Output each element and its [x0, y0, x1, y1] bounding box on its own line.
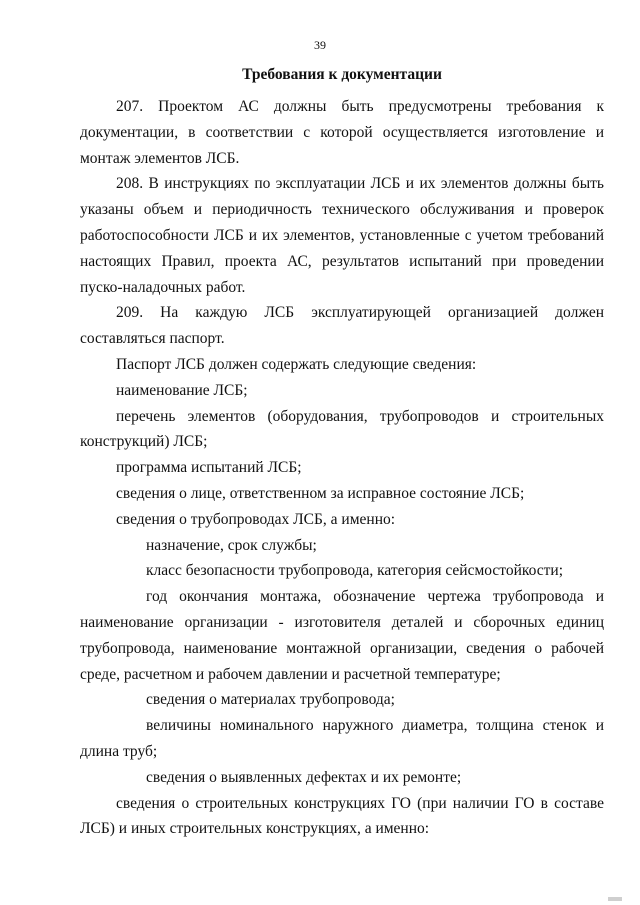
paragraph-207: 207. Проектом АС должны быть предусмотрены требования к документации, в соответствии с которой осуществляется изготовление и монтаж элементов ЛСБ. [80, 98, 604, 167]
list-item: перечень элементов (оборудования, трубопроводов и строительных конструкций) ЛСБ; [80, 407, 604, 451]
sub-list-item: величины номинального наружного диаметра, толщина стенок и длина труб; [80, 717, 604, 760]
sub-list-item: сведения о выявленных дефектах и их ремонте; [146, 768, 462, 786]
sub-list-item: год окончания монтажа, обозначение чертежа трубопровода и наименование организации - изготовителя деталей и сборочных единиц трубопровода, наименование монтажной организации, сведения о рабочей среде, расчетном и рабочем давлении и расчетной температуре; [80, 588, 604, 683]
list-item: программа испытаний ЛСБ; [116, 459, 302, 477]
paragraph-208: 208. В инструкциях по эксплуатации ЛСБ и их элементов должны быть указаны объем и периодичность технического обслуживания и проверок работоспособности ЛСБ и их элементов, установленные с учетом требований настоящих Правил, проекта АС, результатов испытаний при проведении пуско-наладочных работ. [80, 175, 604, 296]
passport-intro: Паспорт ЛСБ должен содержать следующие сведения: [116, 355, 477, 373]
sub-list-item: назначение, срок службы; [146, 536, 317, 554]
section-heading: Требования к документации [242, 66, 442, 83]
list-item: сведения о лице, ответственном за исправное состояние ЛСБ; [116, 484, 525, 502]
sub-list-item: класс безопасности трубопровода, категория сейсмостойкости; [146, 562, 564, 580]
paragraph-209: 209. На каждую ЛСБ эксплуатирующей организацией должен составляться паспорт. [80, 304, 604, 348]
sub-list-item: сведения о материалах трубопровода; [146, 691, 395, 709]
document-body [80, 94, 604, 842]
scan-mark [608, 897, 622, 901]
list-item: сведения о трубопроводах ЛСБ, а именно: [116, 510, 396, 528]
list-item: сведения о строительных конструкциях ГО (при наличии ГО в составе ЛСБ) и иных строительных конструкциях, а именно: [80, 794, 604, 838]
page-number: 39 [314, 38, 326, 52]
list-item: наименование ЛСБ; [116, 381, 248, 399]
